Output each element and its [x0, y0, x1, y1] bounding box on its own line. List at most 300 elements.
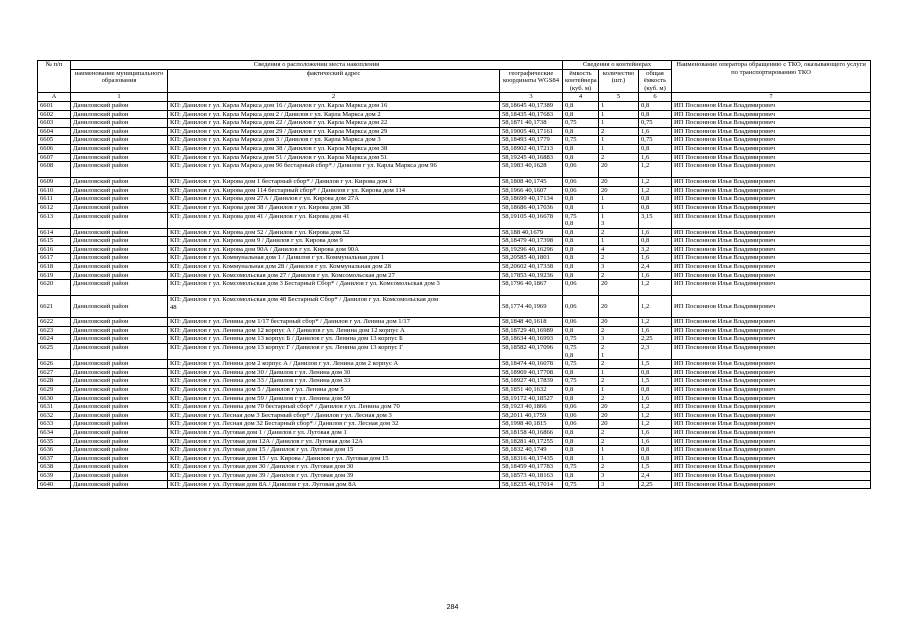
header-municipality: наименование муниципального образования [71, 69, 168, 93]
row-number-cell: 6631 [38, 403, 71, 412]
row-number-cell: 6623 [38, 326, 71, 335]
municipality-cell: Даниловский район [71, 437, 168, 446]
operator-cell: ИП Посконнов Илья Владимирович [672, 162, 871, 178]
quantity-cell: 20 [599, 296, 639, 318]
quantity-cell: 1 [599, 203, 639, 212]
row-number-cell: 6606 [38, 144, 71, 153]
table-row [38, 254, 871, 263]
municipality-cell: Даниловский район [71, 144, 168, 153]
operator-cell: ИП Посконнов Илья Владимирович [672, 245, 871, 254]
coordinates-cell: 58,18582 40,17096 [500, 344, 563, 360]
operator-cell: ИП Посконнов Илья Владимирович [672, 101, 871, 110]
row-number-cell: 6640 [38, 480, 71, 489]
municipality-cell: Даниловский район [71, 377, 168, 386]
index-cell: А [38, 93, 71, 102]
total-capacity-cell: 1,6 [639, 228, 672, 237]
row-number-cell: 6603 [38, 119, 71, 128]
table-row [38, 394, 871, 403]
quantity-cell: 2 [599, 394, 639, 403]
operator-cell: ИП Посконнов Илья Владимирович [672, 326, 871, 335]
operator-cell: ИП Посконнов Илья Владимирович [672, 237, 871, 246]
municipality-cell: Даниловский район [71, 271, 168, 280]
quantity-cell: 3 [599, 480, 639, 489]
total-capacity-cell: 2,25 [639, 480, 672, 489]
capacity-cell: 0,8 [563, 263, 599, 272]
operator-cell: ИП Посконнов Илья Владимирович [672, 212, 871, 228]
quantity-cell: 2 [599, 326, 639, 335]
table-row [38, 228, 871, 237]
row-number-cell: 6629 [38, 386, 71, 395]
coordinates-cell: 58,1983 40,1628 [500, 162, 563, 178]
capacity-cell: 0,8 [563, 101, 599, 110]
address-cell: КП: Данилов г ул. Луговая дом 15 / Данилов г ул. Луговая дом 15 [168, 446, 500, 455]
operator-cell: ИП Посконнов Илья Владимирович [672, 110, 871, 119]
address-cell: КП: Данилов г ул. Ленина дом 33 / Данилов г ул. Ленина дом 33 [168, 377, 500, 386]
header-location-group: Сведения о расположении места накопления [71, 61, 563, 70]
capacity-cell: 0,8 [563, 394, 599, 403]
capacity-cell: 0,75 [563, 360, 599, 369]
capacity-cell: 0,8 [563, 144, 599, 153]
quantity-cell: 2 [599, 228, 639, 237]
address-cell: КП: Данилов г ул. Кирова дом 27А / Данилов г ул. Кирова дом 27А [168, 195, 500, 204]
table-row [38, 420, 871, 429]
table-row [38, 271, 871, 280]
total-capacity-cell: 1,5 [639, 377, 672, 386]
row-number-cell: 6604 [38, 127, 71, 136]
address-cell: КП: Данилов г ул. Луговая дом 30 / Данилов г ул. Луговая дом 30 [168, 463, 500, 472]
operator-cell: ИП Посконнов Илья Владимирович [672, 228, 871, 237]
total-capacity-cell: 1,2 [639, 403, 672, 412]
municipality-cell: Даниловский район [71, 463, 168, 472]
operator-cell: ИП Посконнов Илья Владимирович [672, 186, 871, 195]
municipality-cell: Даниловский район [71, 237, 168, 246]
municipality-cell: Даниловский район [71, 386, 168, 395]
operator-cell: ИП Посконнов Илья Владимирович [672, 377, 871, 386]
header-row-number: № п/п [38, 61, 71, 93]
quantity-cell: 2 [599, 153, 639, 162]
header-operator: Наименование оператора обращению с ТКО, оказывающего услуги по транспортированию ТКО [672, 61, 871, 93]
municipality-cell: Даниловский район [71, 318, 168, 327]
address-cell: КП: Данилов г ул. Комсомольская дом 3 Бестарный Сбор* / Данилов г ул. Комсомольская дом 3 [168, 280, 500, 296]
index-cell: 3 [500, 93, 563, 102]
capacity-cell: 0,8 [563, 446, 599, 455]
table-row [38, 162, 871, 178]
quantity-cell: 1 3 [599, 212, 639, 228]
coordinates-cell: 58,18474 40,16078 [500, 360, 563, 369]
table-row [38, 203, 871, 212]
operator-cell: ИП Посконнов Илья Владимирович [672, 318, 871, 327]
capacity-cell: 0,75 [563, 136, 599, 145]
page-number: 284 [446, 604, 459, 611]
coordinates-cell: 58,18645 40,17389 [500, 101, 563, 110]
coordinates-cell: 58,18316 40,17435 [500, 454, 563, 463]
capacity-cell: 0,75 [563, 377, 599, 386]
index-cell: 5 [599, 93, 639, 102]
municipality-cell: Даниловский район [71, 136, 168, 145]
total-capacity-cell: 0,8 [639, 454, 672, 463]
municipality-cell: Даниловский район [71, 245, 168, 254]
capacity-cell: 0,06 [563, 318, 599, 327]
capacity-cell: 0,8 [563, 245, 599, 254]
operator-cell: ИП Посконнов Илья Владимирович [672, 335, 871, 344]
operator-cell: ИП Посконнов Илья Владимирович [672, 296, 871, 318]
quantity-cell: 2 [599, 360, 639, 369]
coordinates-cell: 58,18158 40,16866 [500, 428, 563, 437]
municipality-cell: Даниловский район [71, 127, 168, 136]
table-row [38, 454, 871, 463]
row-number-cell: 6630 [38, 394, 71, 403]
coordinates-cell: 58,1774 40,1969 [500, 296, 563, 318]
coordinates-cell: 58,20585 40,1801 [500, 254, 563, 263]
operator-cell: ИП Посконнов Илья Владимирович [672, 127, 871, 136]
table-row [38, 471, 871, 480]
coordinates-cell: 58,18927 40,17839 [500, 377, 563, 386]
operator-cell: ИП Посконнов Илья Владимирович [672, 280, 871, 296]
total-capacity-cell: 1,2 [639, 186, 672, 195]
quantity-cell: 20 [599, 318, 639, 327]
row-number-cell: 6639 [38, 471, 71, 480]
index-cell: 7 [672, 93, 871, 102]
operator-cell: ИП Посконнов Илья Владимирович [672, 271, 871, 280]
capacity-cell: 0,06 [563, 280, 599, 296]
capacity-cell: 0,8 [563, 471, 599, 480]
address-cell: КП: Данилов г ул. Кирова дом 90А / Данилов г ул. Кирова дом 90А [168, 245, 500, 254]
quantity-cell: 2 [599, 428, 639, 437]
row-number-cell: 6637 [38, 454, 71, 463]
capacity-cell: 0,75 0,8 [563, 212, 599, 228]
municipality-cell: Даниловский район [71, 368, 168, 377]
operator-cell: ИП Посконнов Илья Владимирович [672, 420, 871, 429]
municipality-cell: Даниловский район [71, 420, 168, 429]
index-cell: 1 [71, 93, 168, 102]
row-number-cell: 6636 [38, 446, 71, 455]
quantity-cell: 1 [599, 101, 639, 110]
operator-cell: ИП Посконнов Илья Владимирович [672, 136, 871, 145]
total-capacity-cell: 1,5 [639, 360, 672, 369]
operator-cell: ИП Посконнов Илья Владимирович [672, 411, 871, 420]
capacity-cell: 0,06 [563, 178, 599, 187]
coordinates-cell: 58,20602 40,17338 [500, 263, 563, 272]
address-cell: КП: Данилов г ул. Ленина дом 5 / Данилов г ул. Ленина дом 5 [168, 386, 500, 395]
index-cell: 2 [168, 93, 500, 102]
total-capacity-cell: 3,15 [639, 212, 672, 228]
municipality-cell: Даниловский район [71, 471, 168, 480]
address-cell: КП: Данилов г ул. Луговая дом 15 / ул. Кирова / Данилов г ул. Луговая дом 15 [168, 454, 500, 463]
address-cell: КП: Данилов г ул. Ленина дом 30 / Данилов г ул. Ленина дом 30 [168, 368, 500, 377]
coordinates-cell: 58,18969 40,17708 [500, 368, 563, 377]
municipality-cell: Даниловский район [71, 162, 168, 178]
row-number-cell: 6617 [38, 254, 71, 263]
operator-cell: ИП Посконнов Илья Владимирович [672, 463, 871, 472]
coordinates-cell: 58,18479 40,17398 [500, 237, 563, 246]
address-cell: КП: Данилов г ул. Лесная дом 32 Бестарный сбор* / Данилов г ул. Лесная дом 32 [168, 420, 500, 429]
table-row [38, 446, 871, 455]
total-capacity-cell: 1,2 [639, 411, 672, 420]
capacity-cell: 0,8 [563, 110, 599, 119]
municipality-cell: Даниловский район [71, 454, 168, 463]
coordinates-cell: 58,18281 40,17255 [500, 437, 563, 446]
operator-cell: ИП Посконнов Илья Владимирович [672, 263, 871, 272]
total-capacity-cell: 0,8 [639, 144, 672, 153]
municipality-cell: Даниловский район [71, 446, 168, 455]
total-capacity-cell: 1,6 [639, 271, 672, 280]
coordinates-cell: 58,18699 40,17134 [500, 195, 563, 204]
coordinates-cell: 58,19172 40,18527 [500, 394, 563, 403]
coordinates-cell: 58,1851 40,1632 [500, 386, 563, 395]
address-cell: КП: Данилов г ул. Карла Маркса дом 38 / Данилов г ул. Карла Маркса дом 38 [168, 144, 500, 153]
municipality-cell: Даниловский район [71, 212, 168, 228]
header-capacity: ёмкость контейнера (куб. м) [563, 69, 599, 93]
table-row [38, 480, 871, 489]
header-quantity: количество (шт.) [599, 69, 639, 93]
operator-cell: ИП Посконнов Илья Владимирович [672, 119, 871, 128]
municipality-cell: Даниловский район [71, 280, 168, 296]
address-cell: КП: Данилов г ул. Ленина дом 59 / Данилов г ул. Ленина дом 59 [168, 394, 500, 403]
table-row [38, 360, 871, 369]
address-cell: КП: Данилов г ул. Ленина дом 1/17 бестарный сбор* / Данилов г ул. Ленина дом 1/17 [168, 318, 500, 327]
total-capacity-cell: 0,8 [639, 237, 672, 246]
operator-cell: ИП Посконнов Илья Владимирович [672, 428, 871, 437]
municipality-cell: Даниловский район [71, 480, 168, 489]
capacity-cell: 0,06 [563, 162, 599, 178]
table-row [38, 377, 871, 386]
address-cell: КП: Данилов г ул. Кирова дом 52 / Данилов г ул. Кирова дом 52 [168, 228, 500, 237]
operator-cell: ИП Посконнов Илья Владимирович [672, 471, 871, 480]
operator-cell: ИП Посконнов Илья Владимирович [672, 254, 871, 263]
quantity-cell: 2 [599, 437, 639, 446]
quantity-cell: 1 [599, 237, 639, 246]
capacity-cell: 0,8 [563, 428, 599, 437]
total-capacity-cell: 1,6 [639, 394, 672, 403]
table-row [38, 335, 871, 344]
address-cell: КП: Данилов г ул. Карла Маркса дом 22 / Данилов г ул. Карла Маркса дом 22 [168, 119, 500, 128]
total-capacity-cell: 0,8 [639, 195, 672, 204]
table-row [38, 245, 871, 254]
table-row [38, 119, 871, 128]
total-capacity-cell: 2,25 [639, 335, 672, 344]
operator-cell: ИП Посконнов Илья Владимирович [672, 480, 871, 489]
quantity-cell: 20 [599, 178, 639, 187]
coordinates-cell: 58,19105 40,16678 [500, 212, 563, 228]
address-cell: КП: Данилов г ул. Ленина дом 13 корпус Г / Данилов г ул. Ленина дом 13 корпус Г [168, 344, 500, 360]
address-cell: КП: Данилов г ул. Лесная дом 3 Бестарный сбор* / Данилов г ул. Лесная дом 3 [168, 411, 500, 420]
coordinates-cell: 58,19005 40,17161 [500, 127, 563, 136]
coordinates-cell: 58,18902 40,17213 [500, 144, 563, 153]
table-row [38, 368, 871, 377]
quantity-cell: 20 [599, 280, 639, 296]
capacity-cell: 0,75 0,8 [563, 344, 599, 360]
municipality-cell: Даниловский район [71, 394, 168, 403]
total-capacity-cell: 1,6 [639, 127, 672, 136]
row-number-cell: 6607 [38, 153, 71, 162]
total-capacity-cell: 1,5 [639, 463, 672, 472]
operator-cell: ИП Посконнов Илья Владимирович [672, 153, 871, 162]
table-row [38, 195, 871, 204]
coordinates-cell: 58,1998 40,1815 [500, 420, 563, 429]
row-number-cell: 6626 [38, 360, 71, 369]
table-row [38, 237, 871, 246]
quantity-cell: 20 [599, 162, 639, 178]
coordinates-cell: 58,1871 40,1738 [500, 119, 563, 128]
capacity-cell: 0,06 [563, 411, 599, 420]
coordinates-cell: 58,18634 40,16993 [500, 335, 563, 344]
row-number-cell: 6628 [38, 377, 71, 386]
total-capacity-cell: 1,2 [639, 318, 672, 327]
quantity-cell: 1 [599, 386, 639, 395]
quantity-cell: 3 [599, 471, 639, 480]
coordinates-cell: 58,2011 40,1759 [500, 411, 563, 420]
row-number-cell: 6618 [38, 263, 71, 272]
address-cell: КП: Данилов г ул. Карла Маркса дом 96 бестарный сбор* / Данилов г ул. Карла Маркса дом 96 [168, 162, 500, 178]
table-row [38, 110, 871, 119]
address-cell: КП: Данилов г ул. Карла Маркса дом 2 / Данилов г ул. Карла Маркса дом 2 [168, 110, 500, 119]
quantity-cell: 3 [599, 335, 639, 344]
address-cell: КП: Данилов г ул. Луговая дом 12А / Данилов г ул. Луговая дом 12А [168, 437, 500, 446]
table-row [38, 101, 871, 110]
quantity-cell: 20 [599, 420, 639, 429]
coordinates-cell: 58,18573 40,18163 [500, 471, 563, 480]
quantity-cell: 20 [599, 411, 639, 420]
municipality-cell: Даниловский район [71, 335, 168, 344]
row-number-cell: 6624 [38, 335, 71, 344]
address-cell: КП: Данилов г ул. Комсомольская дом 27 / Данилов г ул. Комсомольская дом 27 [168, 271, 500, 280]
operator-cell: ИП Посконнов Илья Владимирович [672, 437, 871, 446]
row-number-cell: 6614 [38, 228, 71, 237]
table-row [38, 136, 871, 145]
municipality-cell: Даниловский район [71, 203, 168, 212]
address-cell: КП: Данилов г ул. Коммунальная дом 1 / Данилов г ул. Коммунальная дом 1 [168, 254, 500, 263]
row-number-cell: 6601 [38, 101, 71, 110]
address-cell: КП: Данилов г ул. Кирова дом 41 / Данилов г ул. Кирова дом 41 [168, 212, 500, 228]
quantity-cell: 1 [599, 368, 639, 377]
municipality-cell: Даниловский район [71, 101, 168, 110]
address-cell: КП: Данилов г ул. Карла Маркса дом 3 / Данилов г ул. Карла Маркса дом 3 [168, 136, 500, 145]
address-cell: КП: Данилов г ул. Ленина дом 70 бестарный сбор* / Данилов г ул. Ленина дом 70 [168, 403, 500, 412]
table-row [38, 263, 871, 272]
capacity-cell: 0,75 [563, 335, 599, 344]
address-cell: КП: Данилов г ул. Кирова дом 38 / Данилов г ул. Кирова дом 38 [168, 203, 500, 212]
table-row [38, 463, 871, 472]
row-number-cell: 6620 [38, 280, 71, 296]
total-capacity-cell: 3,2 [639, 245, 672, 254]
capacity-cell: 0,8 [563, 203, 599, 212]
row-number-cell: 6625 [38, 344, 71, 360]
capacity-cell: 0,8 [563, 195, 599, 204]
quantity-cell: 1 [599, 454, 639, 463]
capacity-cell: 0,75 [563, 119, 599, 128]
coordinates-cell: 58,18686 40,17036 [500, 203, 563, 212]
total-capacity-cell: 1,6 [639, 254, 672, 263]
row-number-cell: 6627 [38, 368, 71, 377]
capacity-cell: 0,8 [563, 127, 599, 136]
row-number-cell: 6621 [38, 296, 71, 318]
table-row [38, 411, 871, 420]
table-row [38, 280, 871, 296]
coordinates-cell: 58,1796 40,1867 [500, 280, 563, 296]
capacity-cell: 0,75 [563, 480, 599, 489]
operator-cell: ИП Посконнов Илья Владимирович [672, 394, 871, 403]
total-capacity-cell: 0,8 [639, 386, 672, 395]
capacity-cell: 0,8 [563, 386, 599, 395]
address-cell: КП: Данилов г ул. Ленина дом 2 корпус А / Данилов г ул. Ленина дом 2 корпус А [168, 360, 500, 369]
total-capacity-cell: 0,75 [639, 136, 672, 145]
municipality-cell: Даниловский район [71, 403, 168, 412]
table-row [38, 326, 871, 335]
row-number-cell: 6613 [38, 212, 71, 228]
capacity-cell: 0,8 [563, 326, 599, 335]
municipality-cell: Даниловский район [71, 254, 168, 263]
municipality-cell: Даниловский район [71, 178, 168, 187]
address-cell: КП: Данилов г ул. Карла Маркса дом 16 / Данилов г ул. Карла Маркса дом 16 [168, 101, 500, 110]
table-row [38, 127, 871, 136]
quantity-cell: 2 [599, 271, 639, 280]
operator-cell: ИП Посконнов Илья Владимирович [672, 344, 871, 360]
capacity-cell: 0,8 [563, 368, 599, 377]
table-row [38, 344, 871, 360]
row-number-cell: 6605 [38, 136, 71, 145]
coordinates-cell: 58,18235 40,17014 [500, 480, 563, 489]
capacity-cell: 0,06 [563, 420, 599, 429]
table-row [38, 437, 871, 446]
row-number-cell: 6616 [38, 245, 71, 254]
capacity-cell: 0,8 [563, 228, 599, 237]
quantity-cell: 1 [599, 195, 639, 204]
quantity-cell: 3 [599, 263, 639, 272]
municipality-cell: Даниловский район [71, 186, 168, 195]
address-cell: КП: Данилов г ул. Комсомольская дом 48 Бестарный Сбор* / Данилов г ул. Комсомольская дом 48 [168, 296, 500, 318]
quantity-cell: 20 [599, 403, 639, 412]
index-cell: 6 [639, 93, 672, 102]
coordinates-cell: 58,1808 40,1745 [500, 178, 563, 187]
address-cell: КП: Данилов г ул. Карла Маркса дом 51 / Данилов г ул. Карла Маркса дом 51 [168, 153, 500, 162]
coordinates-cell: 58,1848 40,1618 [500, 318, 563, 327]
quantity-cell: 1 [599, 144, 639, 153]
address-cell: КП: Данилов г ул. Луговая дом 8А / Данилов г ул. Луговая дом 8А [168, 480, 500, 489]
quantity-cell: 1 [599, 110, 639, 119]
total-capacity-cell: 1,6 [639, 326, 672, 335]
header-coordinates: географические координаты WGS84 [500, 69, 563, 93]
capacity-cell: 0,8 [563, 454, 599, 463]
row-number-cell: 6612 [38, 203, 71, 212]
row-number-cell: 6634 [38, 428, 71, 437]
municipality-cell: Даниловский район [71, 360, 168, 369]
coordinates-cell: 58,18435 40,17683 [500, 110, 563, 119]
coordinates-cell: 58,18729 40,16989 [500, 326, 563, 335]
total-capacity-cell: 0,8 [639, 101, 672, 110]
coordinates-cell: 58,19245 40,16883 [500, 153, 563, 162]
capacity-cell: 0,8 [563, 271, 599, 280]
municipality-cell: Даниловский район [71, 411, 168, 420]
coordinates-cell: 58,19296 40,16296 [500, 245, 563, 254]
capacity-cell: 0,8 [563, 437, 599, 446]
operator-cell: ИП Посконнов Илья Владимирович [672, 403, 871, 412]
table-row [38, 212, 871, 228]
row-number-cell: 6638 [38, 463, 71, 472]
quantity-cell: 20 [599, 186, 639, 195]
table-row [38, 296, 871, 318]
address-cell: КП: Данилов г ул. Коммунальная дом 28 / Данилов г ул. Коммунальная дом 28 [168, 263, 500, 272]
operator-cell: ИП Посконнов Илья Владимирович [672, 178, 871, 187]
row-number-cell: 6632 [38, 411, 71, 420]
row-number-cell: 6602 [38, 110, 71, 119]
quantity-cell: 2 [599, 377, 639, 386]
table-row [38, 144, 871, 153]
total-capacity-cell: 0,75 [639, 119, 672, 128]
quantity-cell: 1 [599, 119, 639, 128]
coordinates-cell: 58,1923 40,1866 [500, 403, 563, 412]
table-row [38, 186, 871, 195]
address-cell: КП: Данилов г ул. Ленина дом 12 корпус А / Данилов г ул. Ленина дом 12 корпус А [168, 326, 500, 335]
